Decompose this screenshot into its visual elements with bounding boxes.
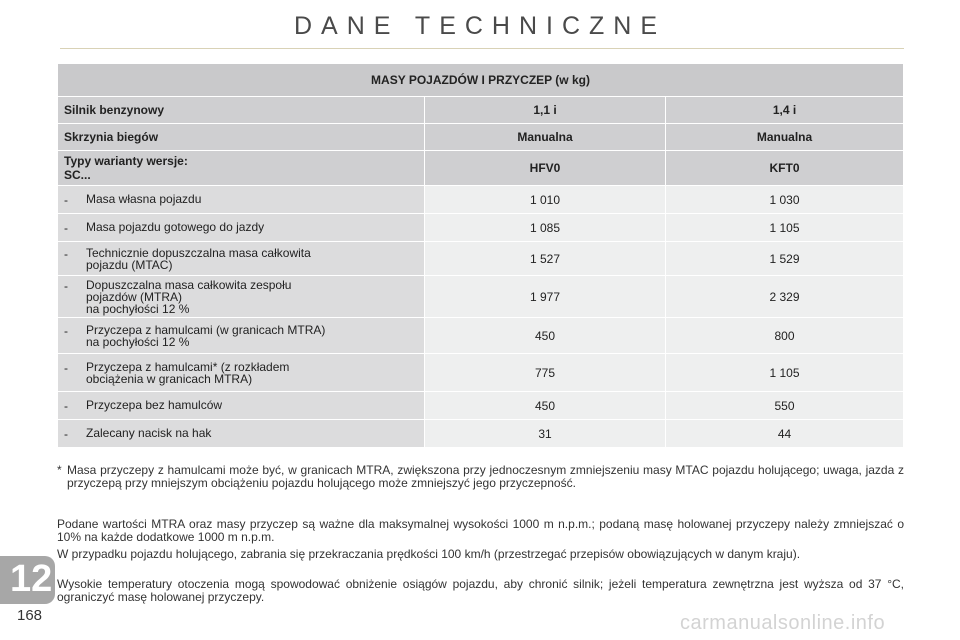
row-value-2: 800: [666, 318, 904, 354]
paragraph-speed-limit: W przypadku pojazdu holującego, zabrania się przekraczania prędkości 100 km/h (przestrzegać przepisów obowiązujących w danym kraju).: [57, 547, 801, 561]
row-dash: -: [64, 360, 68, 375]
row-label: [58, 318, 425, 354]
row-value-2: 1 105: [666, 214, 904, 242]
footnote-marker: *: [57, 463, 62, 477]
row-value-1: 450: [425, 318, 666, 354]
types-value-1: HFV0: [425, 151, 666, 186]
row-label-line: obciążenia w granicach MTRA): [86, 371, 253, 386]
table-caption-row: [58, 64, 904, 97]
row-value-2: 2 329: [666, 276, 904, 318]
row-value-1: 31: [425, 420, 666, 448]
row-dash: -: [64, 192, 68, 207]
row-label-line: na pochyłości 12 %: [86, 334, 190, 349]
table-row: [58, 318, 904, 354]
row-label: [58, 276, 425, 318]
chapter-tab: [0, 556, 55, 604]
page-number: 168: [17, 607, 43, 624]
types-label: [58, 151, 425, 186]
header-row-gearbox: [58, 124, 904, 151]
table-caption: MASY POJAZDÓW I PRZYCZEP (w kg): [58, 64, 904, 97]
header-row-engine: [58, 97, 904, 124]
row-value-1: 1 010: [425, 186, 666, 214]
vehicle-mass-table: [57, 63, 904, 448]
types-value-2: KFT0: [666, 151, 904, 186]
row-label-line: na pochyłości 12 %: [86, 301, 190, 316]
table-row: [58, 242, 904, 276]
row-label-line: Przyczepa z hamulcami (w granicach MTRA): [86, 322, 326, 337]
row-label-line: Przyczepa z hamulcami* (z rozkładem: [86, 359, 290, 374]
gearbox-label: Skrzynia biegów: [58, 124, 425, 151]
page-title: DANE TECHNICZNE: [293, 12, 667, 40]
row-value-2: 1 105: [666, 354, 904, 392]
gearbox-value-2: Manualna: [666, 124, 904, 151]
row-label-line: Przyczepa bez hamulców: [86, 397, 223, 412]
row-label-line: Masa pojazdu gotowego do jazdy: [86, 219, 265, 234]
table-row: [58, 354, 904, 392]
row-label: [58, 186, 425, 214]
footnote: [57, 464, 904, 490]
row-value-1: 1 085: [425, 214, 666, 242]
row-value-2: 550: [666, 392, 904, 420]
engine-value-2: 1,4 i: [666, 97, 904, 124]
table-row: [58, 186, 904, 214]
row-label-line: pojazdów (MTRA): [86, 289, 183, 304]
row-label-line: pojazdu (MTAC): [86, 257, 173, 272]
row-label: [58, 214, 425, 242]
row-value-2: 1 030: [666, 186, 904, 214]
engine-value-1: 1,1 i: [425, 97, 666, 124]
row-label: [58, 392, 425, 420]
row-dash: -: [64, 220, 68, 235]
types-label-line1: Typy warianty wersje:: [64, 154, 188, 168]
footnote-text: Masa przyczepy z hamulcami może być, w granicach MTRA, zwiększona przy jednoczesnym zmniejszeniu masy MTAC pojazdu holującego; uwaga, jazda z przyczepą przy mniejszym obciążeniu pojazdu holującego może zmniejszyć jego przyczepność.: [67, 463, 904, 490]
header-row-types: [58, 151, 904, 186]
row-label-line: Technicznie dopuszczalna masa całkowita: [86, 245, 311, 260]
title-divider: [60, 48, 904, 49]
row-dash: -: [64, 278, 68, 293]
watermark: carmanualsonline.info: [680, 612, 886, 634]
row-dash: -: [64, 246, 68, 261]
chapter-number: 12: [10, 558, 53, 600]
row-value-2: 44: [666, 420, 904, 448]
row-value-1: 775: [425, 354, 666, 392]
table-row: [58, 214, 904, 242]
paragraph-temperature: Wysokie temperatury otoczenia mogą spowodować obniżenie osiągów pojazdu, aby chronić silnik; jeżeli temperatura zewnętrzna jest wyższa od 37 °C, ograniczyć masę holowanej przyczepy.: [57, 577, 904, 604]
table-row: [58, 392, 904, 420]
table-row: [58, 420, 904, 448]
row-value-1: 450: [425, 392, 666, 420]
row-dash: -: [64, 323, 68, 338]
row-label-line: Zalecany nacisk na hak: [86, 425, 212, 440]
types-label-line2: SC...: [64, 168, 91, 182]
row-dash: -: [64, 426, 68, 441]
row-label: [58, 420, 425, 448]
engine-label: Silnik benzynowy: [58, 97, 425, 124]
row-value-1: 1 977: [425, 276, 666, 318]
row-dash: -: [64, 398, 68, 413]
row-label-line: Dopuszczalna masa całkowita zespołu: [86, 277, 292, 292]
row-label: [58, 242, 425, 276]
row-label-line: Masa własna pojazdu: [86, 191, 202, 206]
row-label: [58, 354, 425, 392]
paragraph-mtra-altitude: Podane wartości MTRA oraz masy przyczep są ważne dla maksymalnej wysokości 1000 m n.p.m.; podaną masę holowanej przyczepy należy zmniejszać o 10% na każde dodatkowe 1000 m n.p.m.: [57, 517, 904, 544]
row-value-1: 1 527: [425, 242, 666, 276]
gearbox-value-1: Manualna: [425, 124, 666, 151]
table-row: [58, 276, 904, 318]
row-value-2: 1 529: [666, 242, 904, 276]
